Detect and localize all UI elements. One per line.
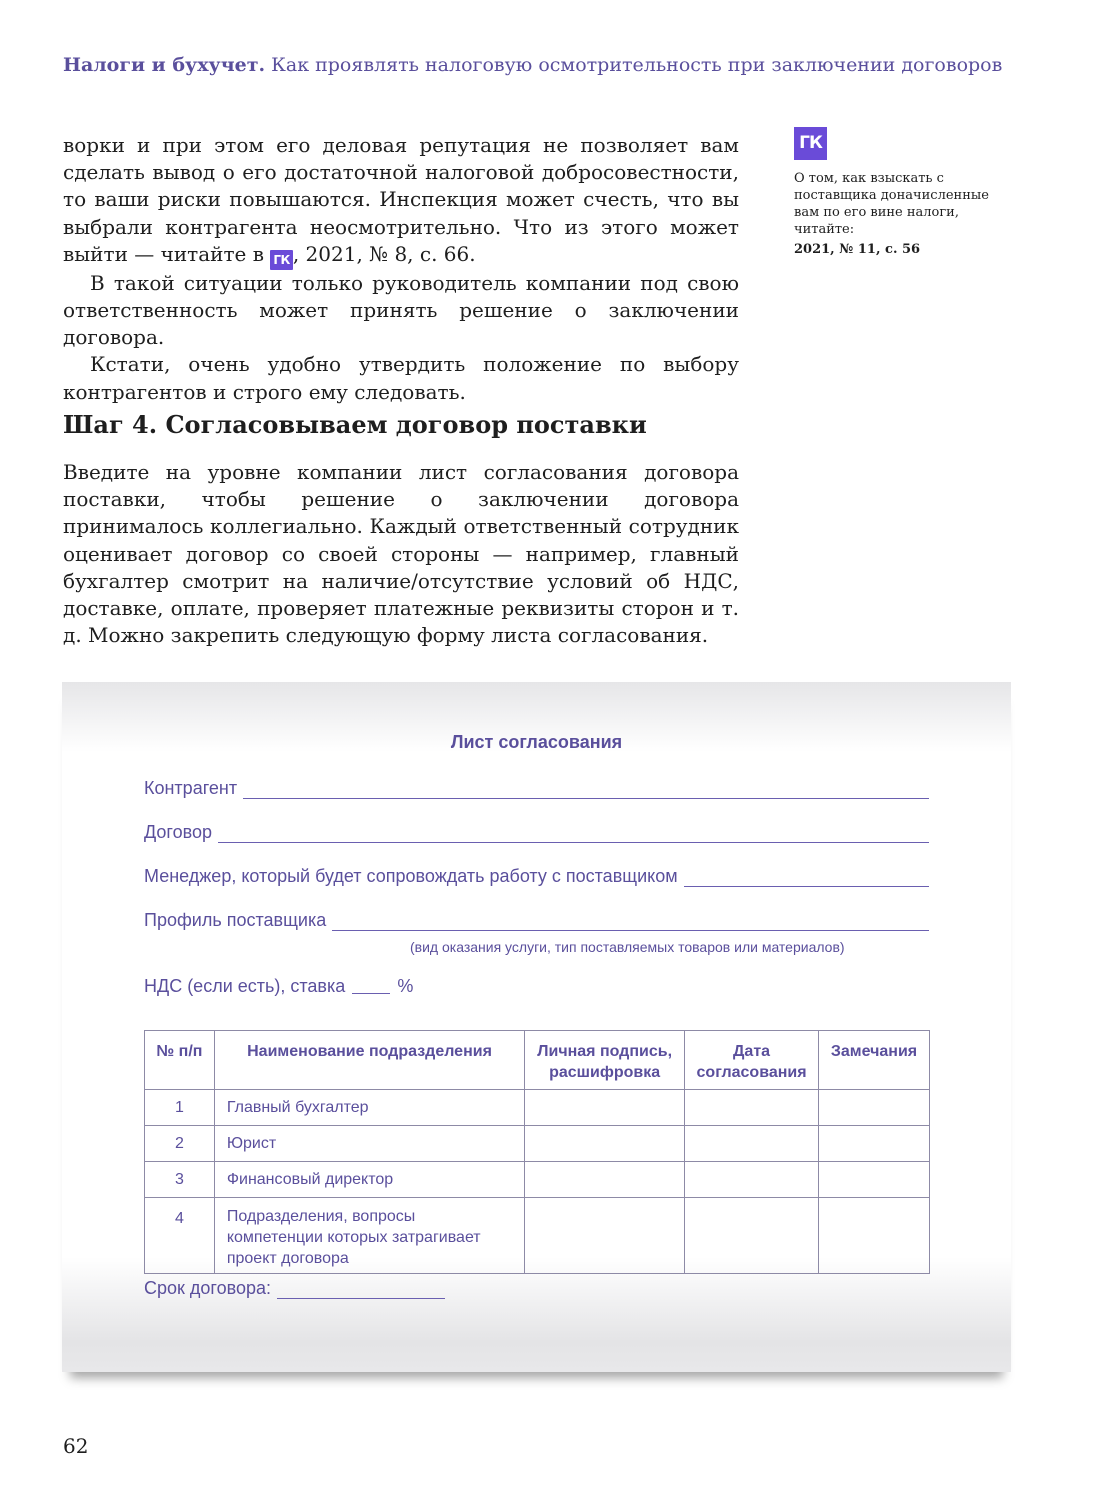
section-heading: Шаг 4. Согласовываем договор поставки (63, 410, 647, 439)
date-cell[interactable] (685, 1126, 819, 1162)
date-cell[interactable] (685, 1090, 819, 1126)
sidebar-note-reference: 2021, № 11, с. 56 (794, 242, 921, 257)
table-row (145, 1162, 930, 1198)
paragraph-1 (63, 132, 739, 270)
profile-line (144, 910, 929, 931)
signature-cell[interactable] (525, 1162, 685, 1198)
department-name: Подразделения, вопросы компетенции которых затрагивает проект договора (214, 1198, 524, 1274)
term-field[interactable] (277, 1280, 445, 1299)
vat-unit: % (397, 976, 414, 996)
term-line (144, 1278, 445, 1299)
paragraph-1-ref: , 2021, № 8, с. 66. (292, 241, 476, 266)
paragraph-4: Введите на уровне компании лист согласования договора поставки, чтобы решение о заключении договора принималось коллегиально. Каждый ответственный сотрудник оценивает договор со своей стороны — например, главный бухгалтер смотрит на наличие/отсутствие условий об НДС, доставке, оплате, проверяет платежные реквизиты сторон и т. д. Можно закрепить следующую форму листа согласования. (63, 460, 739, 648)
counterparty-line (144, 778, 929, 799)
vat-line (144, 976, 413, 997)
vat-label: НДС (если есть), ставка (144, 976, 346, 996)
vat-rate-field[interactable] (352, 977, 390, 994)
date-cell[interactable] (685, 1162, 819, 1198)
column-header: № п/п (145, 1031, 215, 1090)
row-number: 3 (145, 1162, 215, 1198)
sidebar-note (794, 127, 1004, 258)
approval-table (144, 1030, 930, 1274)
department-name: Главный бухгалтер (214, 1090, 524, 1126)
manager-field[interactable] (684, 868, 929, 887)
gk-logo-icon-large: ГК (794, 127, 827, 160)
manager-line (144, 866, 929, 887)
remarks-cell[interactable] (819, 1162, 930, 1198)
counterparty-field[interactable] (243, 780, 929, 799)
signature-cell[interactable] (525, 1198, 685, 1274)
form-title: Лист согласования (450, 732, 623, 752)
contract-label: Договор (144, 822, 212, 842)
table-header-row (145, 1031, 930, 1090)
row-number: 1 (145, 1090, 215, 1126)
column-header: Дата согласования (685, 1031, 819, 1090)
remarks-cell[interactable] (819, 1198, 930, 1274)
signature-cell[interactable] (525, 1090, 685, 1126)
paragraph-2: В такой ситуации только руководитель компании под свою ответственность может принять решение о заключении договора. (63, 270, 739, 350)
department-name: Финансовый директор (214, 1162, 524, 1198)
signature-cell[interactable] (525, 1126, 685, 1162)
remarks-cell[interactable] (819, 1090, 930, 1126)
counterparty-label: Контрагент (144, 778, 238, 798)
paragraph-3: Кстати, очень удобно утвердить положение по выбору контрагентов и строго ему следовать. (63, 352, 739, 404)
sidebar-note-text: О том, как взыскать с поставщика доначисленные вам по его вине налоги, читайте: (794, 171, 989, 237)
term-label: Срок договора: (144, 1278, 271, 1298)
header-title: Как проявлять налоговую осмотрительность при заключении договоров (271, 54, 1003, 76)
contract-line (144, 822, 929, 843)
column-header: Наименование подразделения (214, 1031, 524, 1090)
row-number: 2 (145, 1126, 215, 1162)
contract-field[interactable] (218, 824, 929, 843)
gk-logo-icon: ГК (270, 250, 292, 270)
column-header: Личная подпись, расшифровка (525, 1031, 685, 1090)
profile-label: Профиль поставщика (144, 910, 327, 930)
paragraph-1-text: ворки и при этом его деловая репутация не позволяет вам сделать вывод о его достаточной налоговой добросовестности, то ваши риски повышаются. Инспекция может счесть, что вы выбрали контрагента неосмотрительно. Что из этого может выйти — читайте в (63, 133, 739, 266)
manager-label: Менеджер, который будет сопровождать работу с поставщиком (144, 866, 678, 886)
row-number: 4 (145, 1198, 215, 1274)
table-row (145, 1126, 930, 1162)
approval-form (62, 682, 1011, 1372)
table-row (145, 1090, 930, 1126)
table-row (145, 1198, 930, 1274)
profile-hint: (вид оказания услуги, тип поставляемых товаров или материалов) (410, 939, 845, 955)
header-section: Налоги и бухучет. (63, 54, 266, 76)
step-text (63, 459, 739, 649)
page-number: 62 (63, 1434, 89, 1458)
intro-text (63, 132, 739, 406)
department-name: Юрист (214, 1126, 524, 1162)
remarks-cell[interactable] (819, 1126, 930, 1162)
profile-field[interactable] (332, 912, 929, 931)
column-header: Замечания (819, 1031, 930, 1090)
date-cell[interactable] (685, 1198, 819, 1274)
running-header (63, 54, 1063, 76)
